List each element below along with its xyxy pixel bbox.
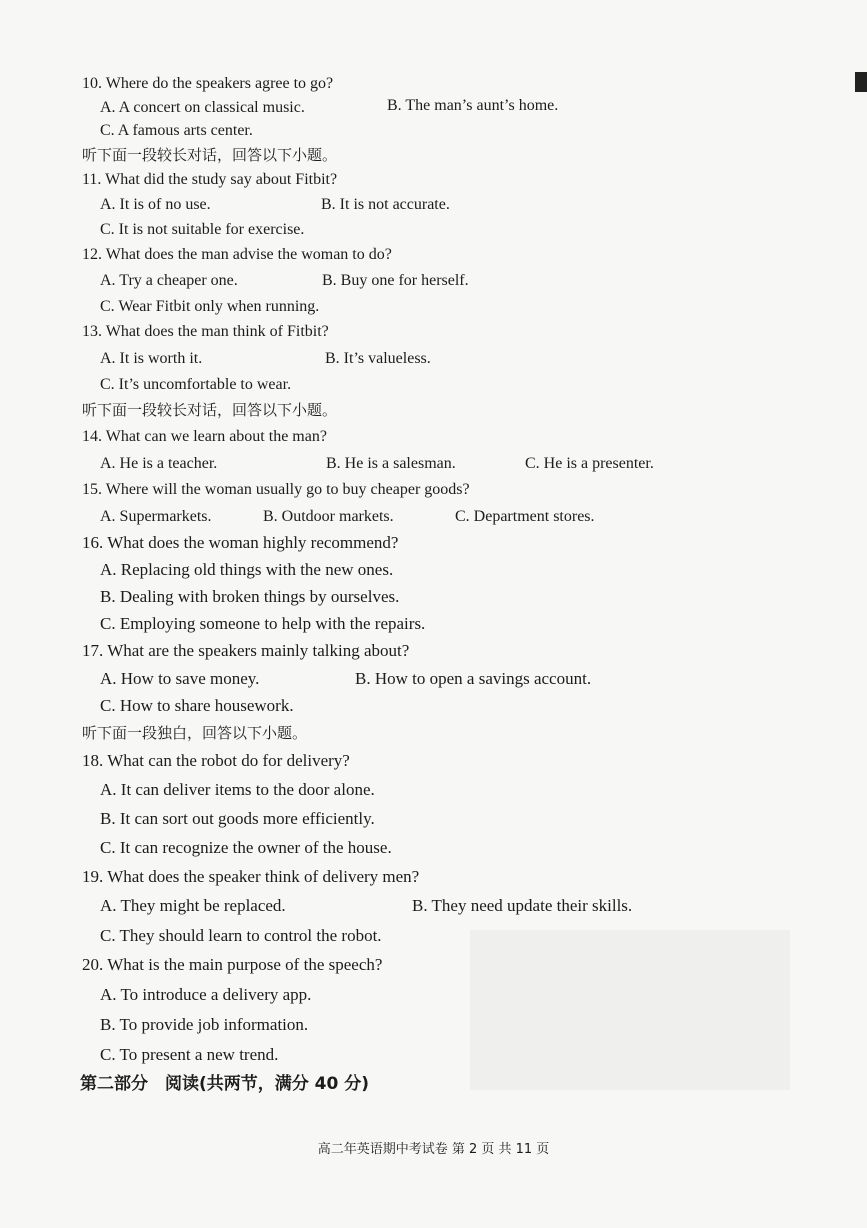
question-16-stem: 16. What does the woman highly recommend?: [82, 533, 399, 552]
question-18-stem: 18. What can the robot do for delivery?: [82, 751, 350, 770]
question-11-option-c: C. It is not suitable for exercise.: [100, 221, 305, 238]
question-15-option-b: B. Outdoor markets.: [263, 508, 394, 525]
section-instruction-3: 听下面一段独白，回答以下小题。: [82, 724, 308, 742]
question-16-option-b: B. Dealing with broken things by ourselves.: [100, 587, 400, 606]
question-19-option-c: C. They should learn to control the robot.: [100, 926, 382, 945]
question-11-stem: 11. What did the study say about Fitbit?: [82, 171, 338, 188]
question-13-option-c: C. It’s uncomfortable to wear.: [100, 376, 292, 393]
section-instruction-2: 听下面一段较长对话，回答以下小题。: [82, 401, 338, 419]
question-10-option-a: A. A concert on classical music.: [100, 99, 305, 116]
question-15-option-c: C. Department stores.: [455, 508, 595, 525]
question-14-option-a: A. He is a teacher.: [100, 455, 218, 472]
question-13-option-b: B. It’s valueless.: [325, 350, 431, 367]
question-10-option-c: C. A famous arts center.: [100, 122, 253, 139]
question-19-stem: 19. What does the speaker think of delivery men?: [82, 867, 420, 886]
question-18-option-c: C. It can recognize the owner of the house.: [100, 838, 392, 857]
question-12-stem: 12. What does the man advise the woman to do?: [82, 246, 392, 263]
question-18-option-a: A. It can deliver items to the door alone.: [100, 780, 375, 799]
question-17-option-b: B. How to open a savings account.: [355, 669, 592, 688]
question-14-stem: 14. What can we learn about the man?: [82, 428, 327, 445]
question-10-stem: 10. Where do the speakers agree to go?: [82, 75, 334, 92]
scan-edge-mark: [855, 72, 867, 92]
question-15-option-a: A. Supermarkets.: [100, 508, 212, 525]
question-12-option-c: C. Wear Fitbit only when running.: [100, 298, 320, 315]
question-15-stem: 15. Where will the woman usually go to buy cheaper goods?: [82, 481, 470, 498]
question-17-option-a: A. How to save money.: [100, 669, 260, 688]
question-12-option-b: B. Buy one for herself.: [322, 272, 469, 289]
question-19-option-a: A. They might be replaced.: [100, 896, 286, 915]
page-footer: 高二年英语期中考试卷 第 2 页 共 11 页: [317, 1142, 550, 1157]
question-16-option-c: C. Employing someone to help with the repairs.: [100, 614, 426, 633]
question-20-option-a: A. To introduce a delivery app.: [100, 985, 312, 1004]
question-20-stem: 20. What is the main purpose of the speech?: [82, 955, 383, 974]
question-17-option-c: C. How to share housework.: [100, 696, 294, 715]
question-11-option-b: B. It is not accurate.: [321, 196, 450, 213]
bleed-through-area: [470, 930, 790, 1090]
question-14-option-b: B. He is a salesman.: [326, 455, 456, 472]
question-19-option-b: B. They need update their skills.: [412, 896, 633, 915]
question-16-option-a: A. Replacing old things with the new ones.: [100, 560, 394, 579]
question-13-option-a: A. It is worth it.: [100, 350, 203, 367]
question-13-stem: 13. What does the man think of Fitbit?: [82, 323, 329, 340]
part-2-title: 第二部分 阅读(共两节，满分 40 分): [80, 1074, 370, 1094]
question-20-option-c: C. To present a new trend.: [100, 1045, 279, 1064]
question-20-option-b: B. To provide job information.: [100, 1015, 309, 1034]
question-14-option-c: C. He is a presenter.: [525, 455, 654, 472]
section-instruction-1: 听下面一段较长对话，回答以下小题。: [82, 146, 338, 164]
question-17-stem: 17. What are the speakers mainly talking about?: [82, 641, 410, 660]
question-18-option-b: B. It can sort out goods more efficiently.: [100, 809, 375, 828]
question-10-option-b: B. The man’s aunt’s home.: [387, 97, 559, 114]
question-11-option-a: A. It is of no use.: [100, 196, 211, 213]
question-12-option-a: A. Try a cheaper one.: [100, 272, 238, 289]
